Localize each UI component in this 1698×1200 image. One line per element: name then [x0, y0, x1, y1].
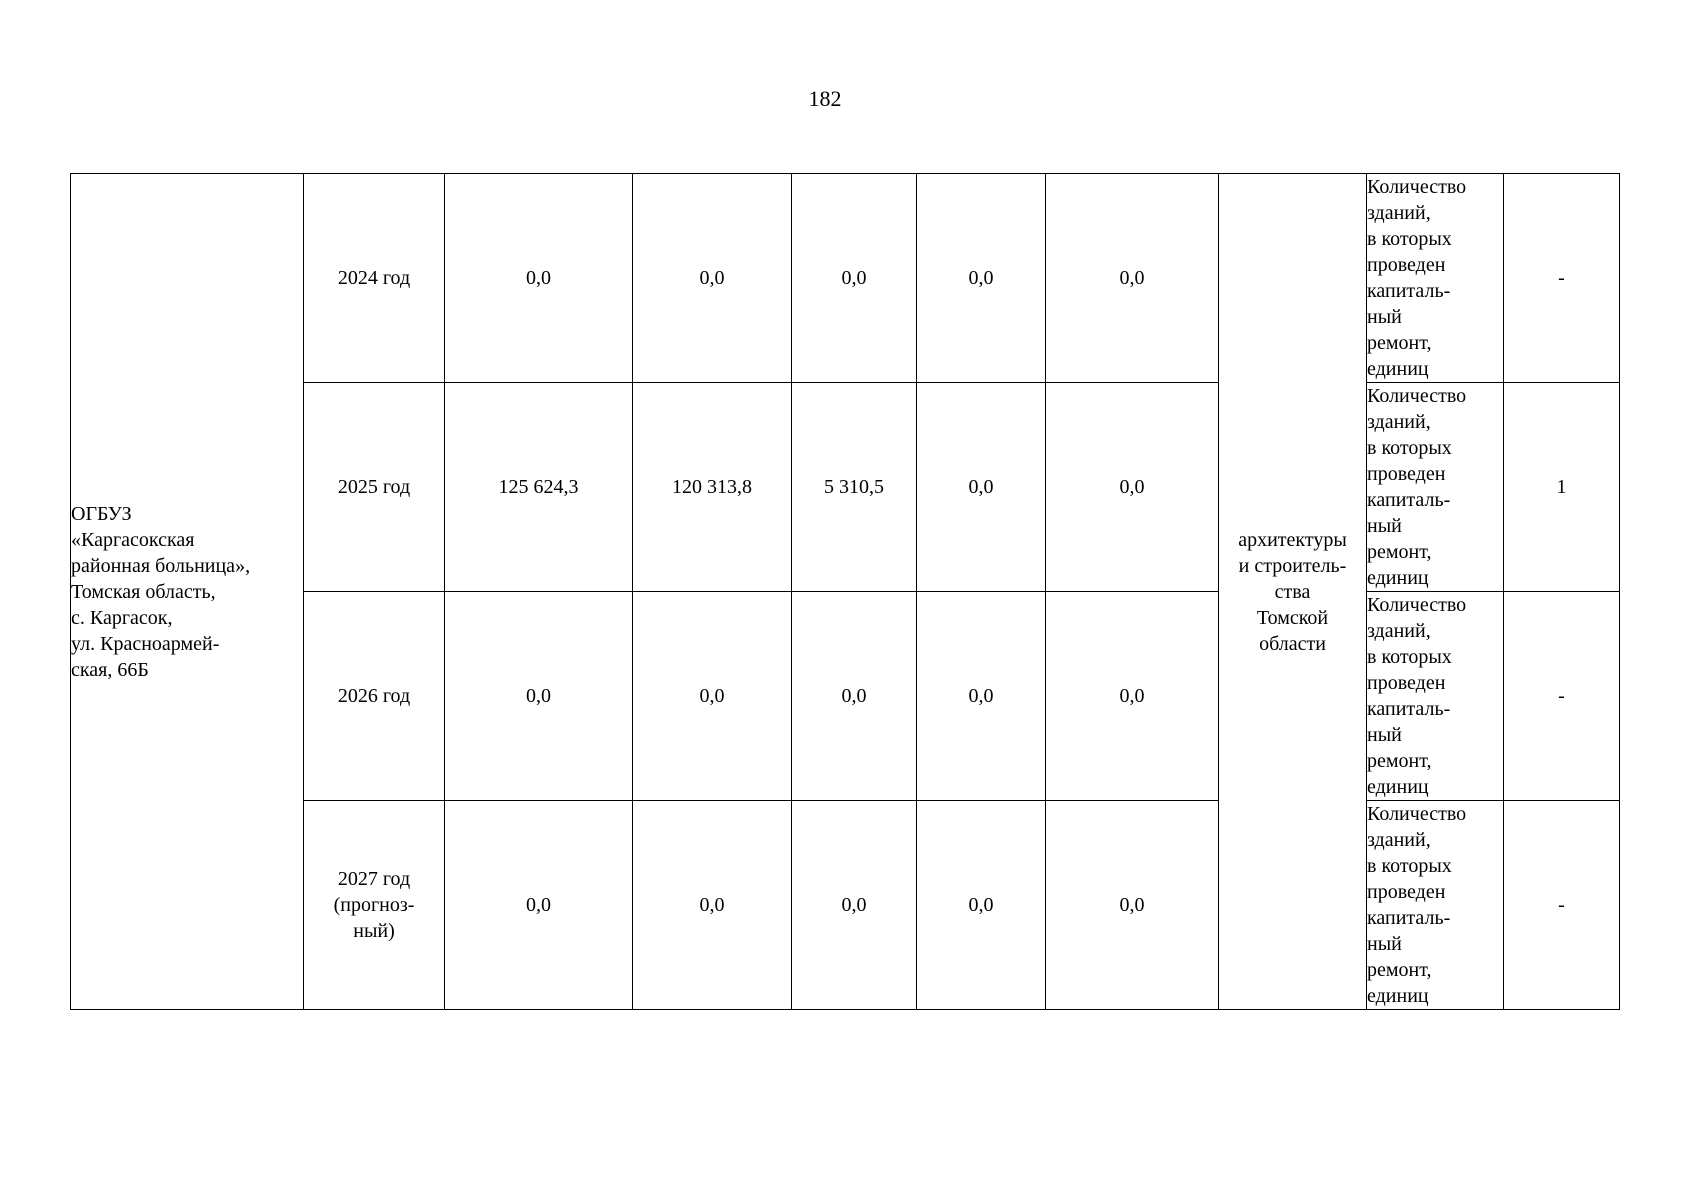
- indicator-cell: Количество зданий, в которых проведен капиталь- ный ремонт, единиц: [1367, 383, 1504, 592]
- other-cell: 0,0: [1046, 174, 1219, 383]
- year-cell: 2027 год (прогноз- ный): [304, 801, 445, 1010]
- year-cell: 2025 год: [304, 383, 445, 592]
- page-number: 182: [808, 86, 842, 111]
- regional-cell: 0,0: [792, 801, 917, 1010]
- local-cell: 0,0: [917, 383, 1046, 592]
- local-cell: 0,0: [917, 801, 1046, 1010]
- organization-cell: [71, 174, 304, 1010]
- other-cell: 0,0: [1046, 383, 1219, 592]
- total-cell: 0,0: [445, 592, 633, 801]
- regional-cell: 0,0: [792, 174, 917, 383]
- indicator-cell: Количество зданий, в которых проведен капиталь- ный ремонт, единиц: [1367, 801, 1504, 1010]
- federal-cell: 0,0: [633, 801, 792, 1010]
- indicator-value-cell: -: [1504, 592, 1620, 801]
- table-row: [71, 383, 1620, 592]
- table-row: [71, 801, 1620, 1010]
- local-cell: 0,0: [917, 174, 1046, 383]
- indicator-value-cell: 1: [1504, 383, 1620, 592]
- regional-cell: 0,0: [792, 592, 917, 801]
- organization-text: ОГБУЗ «Каргасокская районная больница», Томская область, с. Каргасок, ул. Красноармей- ская, 66Б: [71, 502, 251, 681]
- federal-cell: 120 313,8: [633, 383, 792, 592]
- year-cell: 2024 год: [304, 174, 445, 383]
- total-cell: 0,0: [445, 174, 633, 383]
- indicator-cell: Количество зданий, в которых проведен капиталь- ный ремонт, единиц: [1367, 592, 1504, 801]
- federal-cell: 0,0: [633, 174, 792, 383]
- year-cell: 2026 год: [304, 592, 445, 801]
- table-row: [71, 592, 1620, 801]
- table-row: [71, 174, 1620, 383]
- local-cell: 0,0: [917, 592, 1046, 801]
- responsible-text: архитектуры и строитель- ства Томской области: [1238, 528, 1347, 655]
- indicator-value-cell: -: [1504, 801, 1620, 1010]
- other-cell: 0,0: [1046, 801, 1219, 1010]
- total-cell: 125 624,3: [445, 383, 633, 592]
- other-cell: 0,0: [1046, 592, 1219, 801]
- indicator-value-cell: -: [1504, 174, 1620, 383]
- program-table: [70, 173, 1620, 1010]
- indicator-cell: Количество зданий, в которых проведен капиталь- ный ремонт, единиц: [1367, 174, 1504, 383]
- federal-cell: 0,0: [633, 592, 792, 801]
- total-cell: 0,0: [445, 801, 633, 1010]
- responsible-cell: [1219, 174, 1367, 1010]
- regional-cell: 5 310,5: [792, 383, 917, 592]
